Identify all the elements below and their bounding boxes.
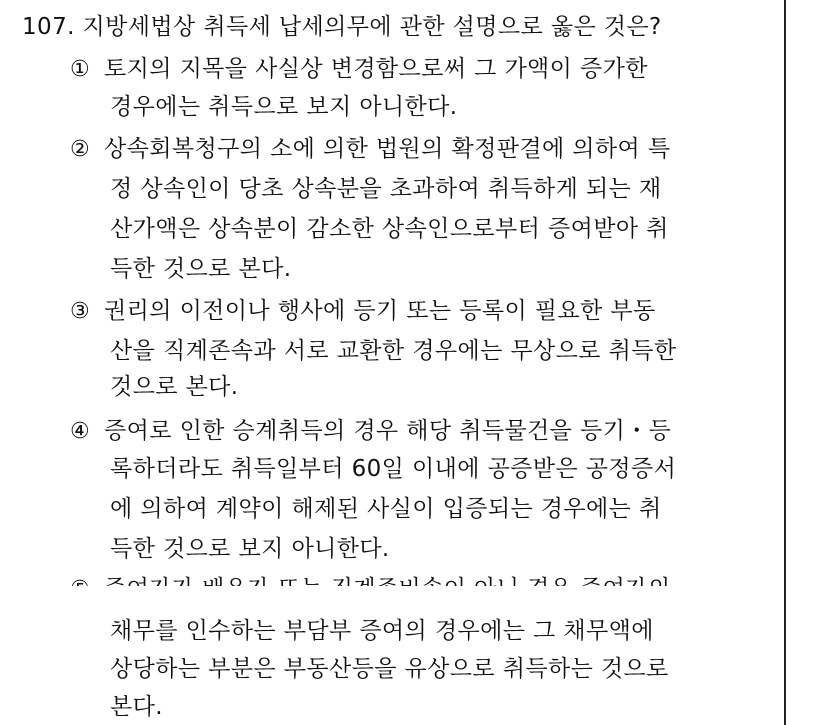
option-5-line-2: 채무를 인수하는 부담부 증여의 경우에는 그 채무액에 (110, 618, 654, 644)
option-2-line-3: 산가액은 상속분이 감소한 상속인으로부터 증여받아 취 (110, 216, 669, 242)
question-text: 지방세법상 취득세 납세의무에 관한 설명으로 옳은 것은? (82, 14, 662, 40)
option-1-line-2: 경우에는 취득으로 보지 아니한다. (110, 94, 458, 120)
option-5-line-4: 본다. (110, 694, 163, 720)
option-1[interactable] (70, 54, 648, 85)
option-1-line-1: 토지의 지목을 사실상 변경함으로써 그 가액이 증가한 (104, 56, 648, 82)
option-2-line-1: 상속회복청구의 소에 의한 법원의 확정판결에 의하여 특 (104, 136, 671, 162)
option-3-marker: ③ (70, 299, 91, 324)
option-5-line-3: 상당하는 부분은 부동산등을 유상으로 취득하는 것으로 (110, 656, 669, 682)
option-2-marker: ② (70, 137, 91, 162)
option-3-line-1: 권리의 이전이나 행사에 등기 또는 등록이 필요한 부동 (104, 298, 656, 324)
option-3-line-2: 산을 직계존속과 서로 교환한 경우에는 무상으로 취득한 (110, 338, 677, 364)
option-4-line-2: 록하더라도 취득일부터 60일 이내에 공증받은 공정증서 (110, 456, 677, 482)
option-4[interactable] (70, 416, 671, 447)
option-3[interactable] (70, 296, 656, 327)
option-2[interactable] (70, 134, 670, 165)
option-2-line-2: 정 상속인이 당초 상속분을 초과하여 취득하게 되는 재 (110, 176, 662, 202)
option-4-line-4: 득한 것으로 보지 아니한다. (110, 536, 390, 562)
option-2-line-4: 득한 것으로 본다. (110, 256, 292, 282)
question-number: 107. (22, 14, 75, 40)
question-line (22, 12, 662, 42)
option-1-marker: ① (70, 57, 91, 82)
option-4-marker: ④ (70, 419, 91, 444)
option-4-line-3: 에 의하여 계약이 해제된 사실이 입증되는 경우에는 취 (110, 496, 662, 522)
scan-gap (0, 586, 784, 602)
option-4-line-1: 증여로 인한 승계취득의 경우 해당 취득물건을 등기・등 (104, 418, 672, 444)
option-3-line-3: 것으로 본다. (110, 374, 239, 400)
column-divider (784, 0, 786, 725)
